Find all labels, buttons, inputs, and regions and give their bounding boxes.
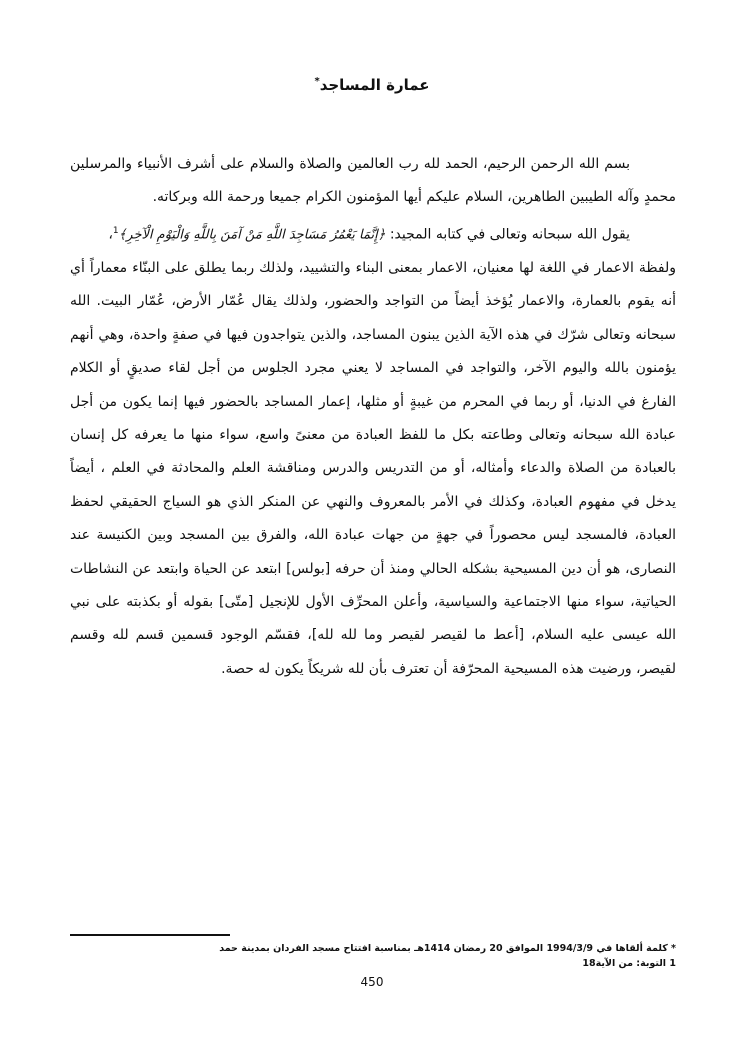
- footnotes: [70, 941, 676, 971]
- paragraph-opening: بسم الله الرحمن الرحيم، الحمد لله رب العالمين والصلاة والسلام على أشرف الأنبياء والمرسلين محمدٍ وآله الطيبين الطاهرين، السلام عليكم أيها المؤمنون الكرام جميعا ورحمة الله وبركاته.: [70, 156, 676, 206]
- paragraph-verse: [70, 215, 676, 252]
- quran-verse: ﴿إِنَّمَا يَعْمُرُ مَسَاجِدَ اللَّهِ مَنْ آمَنَ بِاللَّهِ وَالْيَوْمِ الْآخِرِ﴾: [118, 227, 386, 243]
- verse-end: ،: [108, 226, 113, 243]
- paragraph-main: ولفظة الاعمار في اللغة لها معنيان، الاعمار بمعنى البناء والتشييد، ولذلك ربما يطلق على البنّاء معماراً أي أنه يقوم بالعمارة، والاعمار يُؤخذ أيضاً من التواجد والحضور، ولذلك يقال عُمّار الأرض، عُمّار البيت. الله سبحانه وتعالى شرّك في هذه الآية الذين يبنون المساجد، والذين يتواجدون فيها في صفةٍ واحدة، وهي أنهم يؤمنون بالله واليوم الآخر، والتواجد في المساجد لا يعني مجرد الجلوس من أجل لقاء صديقٍ أو الكلام الفارغ في الدنيا، أو ربما في المحرم من غيبةٍ أو مثلها، إعمار المساجد بالحضور فيها إنما يكون من أجل عبادة الله سبحانه وتعالى وطاعته بكل ما للفظ العبادة من معنىً واسع، سواء منها ما يعرفه كل إنسان بالعبادة من الصلاة والدعاء وأمثاله، أو من التدريس والدرس ومناقشة العلم والمحادثة في العلم ، أيضاً يدخل في مفهوم العبادة، وكذلك في الأمر بالمعروف والنهي عن المنكر الذي هو السياج الحقيقي لحفظ العبادة، فالمسجد ليس محصوراً في جهةٍ من جهات عبادة الله، والفرق بين المسجد وبين الكنيسة عند النصارى، هو أن دين المسيحية بشكله الحالي ومنذ أن حرفه [بولس] ابتعد عن الحياة وابتعد عن النشاطات الحياتية، سواء منها الاجتماعية والسياسية، وأعلن المحرِّف الأول للإنجيل [متّى] بقوله أو بكذبته على نبي الله عيسى عليه السلام، [أعط ما لقيصر لقيصر وما لله لله]، فقسّم الوجود قسمين قسم لله وقسم لقيصر، ورضيت هذه المسيحية المحرّفة أن تعترف بأن لله شريكاً يكون له حصة.: [70, 259, 676, 677]
- footnote-separator: [70, 934, 230, 936]
- page-title: [0, 76, 744, 94]
- verse-footnote-mark: 1: [112, 225, 119, 236]
- page-number: 450: [360, 975, 384, 989]
- footnote-1: * كلمة ألقاها في 1994/3/9 الموافق 20 رمضان 1414هـ بمناسبة افتتاح مسجد الفردان بمدينة حمد: [219, 943, 676, 954]
- title-footnote-mark: *: [314, 76, 320, 87]
- footnote-2: 1 التوبة: من الآية18: [582, 958, 676, 969]
- verse-intro: يقول الله سبحانه وتعالى في كتابه المجيد:: [385, 226, 630, 243]
- title-text: عمارة المساجد: [319, 76, 430, 94]
- body-text: [70, 148, 676, 686]
